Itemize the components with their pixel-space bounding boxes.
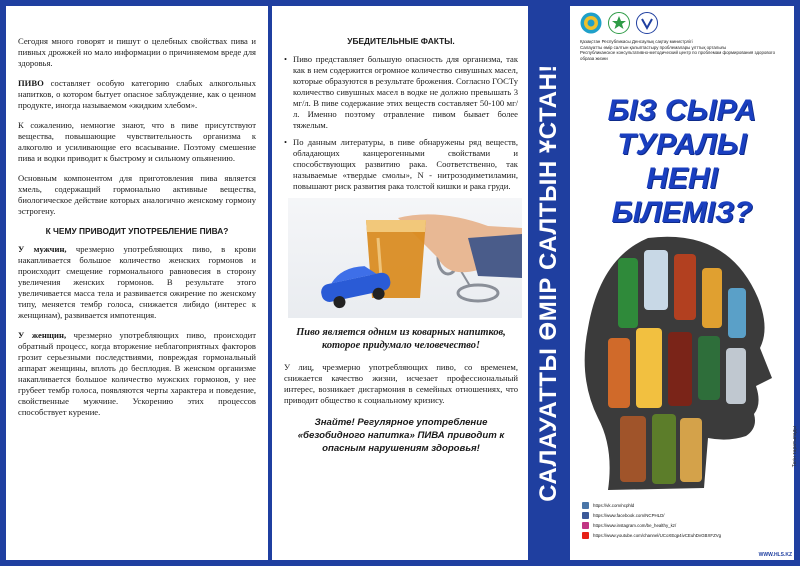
social-links: [582, 500, 792, 540]
bottles-head-illustration: [578, 228, 778, 498]
cover-panel: [570, 6, 798, 560]
social-link[interactable]: [582, 520, 792, 530]
vk-icon: [582, 502, 589, 509]
link-url[interactable]: https://www.facebook.com/NCPHLD/: [593, 512, 665, 518]
drunk-driving-photo: [288, 198, 522, 318]
title-line: БІЛЕМІЗ?: [611, 196, 753, 229]
beer-glass-and-car-illustration: [288, 198, 522, 318]
column-intro: [6, 6, 268, 560]
ministry-line: Салауатты өмір салтын қалыптастыру проблемалары ұлттық орталығы: [580, 44, 727, 50]
state-emblem-logo: [580, 12, 602, 34]
free-distribution-note: Тегін таратылады: [792, 426, 798, 468]
youtube-icon: [582, 532, 589, 539]
beer-definition-paragraph: [18, 78, 256, 111]
title-line: НЕНІ: [646, 162, 718, 195]
link-url[interactable]: https://www.youtube.com/channel/UCoXEqp4ivCEuhDvGBXFZVg: [593, 532, 722, 538]
beer-quote: Пиво является одним из коварных напитков, которое придумало человечество!: [296, 327, 506, 351]
ministry-line: Қазақстан Республикасы Денсаулық сақтау министрлігі: [580, 39, 693, 44]
men-text: чрезмерно употребляющих пиво, в крови накапливается большое количество женских гормонов и происходит смещение гормонального равновесия в сторону увеличения женских гормонов. В результате этого увеличивается масса тела и развивается ожирение по женскому типу, меняется тембр голоса, снижается либидо (интерес к женщинам), развивается импотенция.: [18, 244, 256, 320]
fact-item: • Пиво представляет большую опасность для организма, так как в нем содержится огромное количество сивушных масел, которые образуются в результате брожения. Согласно ГОСТу количество сивушных масел в водке не должно превышать 3 мг/л. В пиве содержание этих веществ составляет 50-100 мг/л. Именно поэтому отравление пивом бывает более тяжелым.: [284, 54, 518, 131]
logo-row: [580, 12, 658, 34]
website-link[interactable]: WWW.HLS.KZ: [758, 552, 792, 558]
title-line: БІЗ СЫРА: [607, 94, 757, 127]
link-url[interactable]: https://www.instagram.com/be_healthy_kz/: [593, 522, 677, 528]
column-facts: [272, 6, 528, 560]
facts-heading: УБЕДИТЕЛЬНЫЕ ФАКТЫ.: [347, 36, 455, 46]
center-logo: [636, 12, 658, 34]
intro-paragraph: Сегодня много говорят и пишут о целебных свойствах пива и пивных дрожжей но мало информации о причиняемом вреде для здоровья.: [18, 36, 256, 68]
cover-title: [570, 94, 794, 230]
ministry-text: [580, 39, 790, 61]
instagram-icon: [582, 522, 589, 529]
social-link[interactable]: [582, 500, 792, 510]
women-keyword: У женщин,: [18, 330, 67, 340]
effects-heading: К ЧЕМУ ПРИВОДИТ УПОТРЕБЛЕНИЕ ПИВА?: [45, 226, 229, 236]
fact-item: • По данным литературы, в пиве обнаружены ряд веществ, обладающих канцерогенными свойствами и способствующих развитию рака. Соответственно, так называемые «твердые смолы», N - нитрозодиметиламин, повышают риск развития рака толстой кишки и рака груди.: [284, 137, 518, 192]
title-line: ТУРАЛЫ: [617, 128, 747, 161]
warning-callout: Знайте! Регулярное употребление «безобидного напитка» ПИВА приводит к опасным нарушениям здоровья!: [297, 417, 505, 454]
women-paragraph: [18, 330, 256, 418]
facebook-icon: [582, 512, 589, 519]
men-keyword: У мужчин,: [18, 244, 67, 254]
vertical-slogan: САЛАУАТТЫ ӨМІР САЛТЫН ҰСТАН!: [535, 64, 562, 502]
women-text: чрезмерно употребляющих пиво, происходит обратный процесс, когда вторжение неблагоприятных факторов грозит серьезными последствиями, повреждая гормональный аппарат женщины, вплоть до бесплодия. В женском организме накапливается большое количество мужских гормонов, у нее грубеет тембр голоса, появляются черты характера и поведение, свойственные мужчине. Ускорению этих процессов способствует курение.: [18, 330, 256, 417]
absorption-paragraph: К сожалению, немногие знают, что в пиве присутствуют вещества, повышающие чувствительность организма к алкоголю и усиливающие его всасывание. Поэтому смешение пива и водки приводит к быстрому и сильному опьянению.: [18, 120, 256, 163]
link-url[interactable]: https://vk.com/ncphld: [593, 502, 635, 508]
life-quality-paragraph: У лиц, чрезмерно употребляющих пиво, со временем, снижается качество жизни, исчезает профессиональный интерес, возникает дисгармония в семейных отношениях, что приводит общество к социальному кризису.: [284, 362, 518, 405]
social-link[interactable]: [582, 510, 792, 520]
ministry-line: Республиканское консультативно-методический центр по проблемам формирования здорового образа жизни: [580, 50, 776, 61]
beer-definition-text: составляет особую категорию слабых алкогольных напитков, о котором бытует опасное заблуждение, как о ценном продукте, иногда называемом «жидким хлебом».: [18, 78, 256, 110]
hops-paragraph: Основным компонентом для приготовления пива является хмель, содержащий гормонально активные вещества, биологическое действие которых аналогично женскому гормону эстрогену.: [18, 173, 256, 216]
facts-list: [284, 54, 518, 192]
men-paragraph: [18, 244, 256, 321]
social-link[interactable]: [582, 530, 792, 540]
beer-keyword: ПИВО: [18, 78, 44, 88]
health-ministry-logo: [608, 12, 630, 34]
